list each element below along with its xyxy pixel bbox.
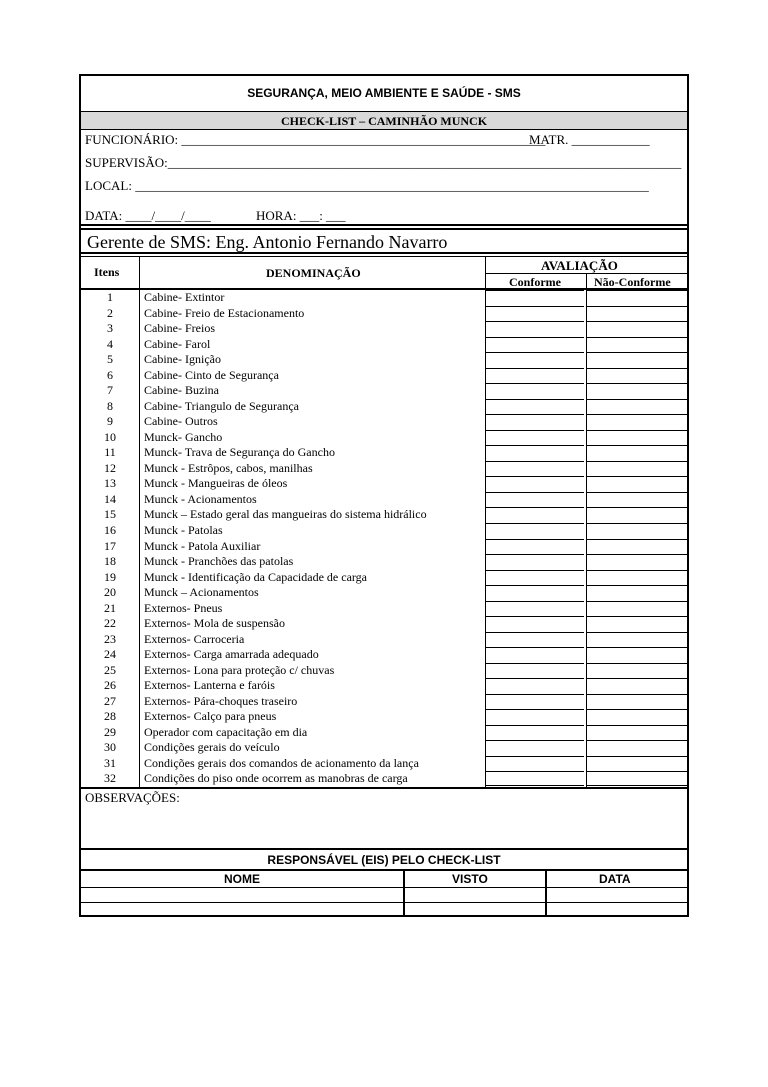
divider (81, 902, 687, 903)
row-number: 27 (104, 693, 116, 708)
conforme-cell[interactable] (486, 647, 584, 662)
row-description: Cabine- Extintor (144, 290, 225, 304)
conforme-cell[interactable] (486, 601, 584, 616)
table-row (81, 616, 687, 632)
conforme-cell[interactable] (486, 554, 584, 569)
table-row (81, 321, 687, 337)
conforme-cell[interactable] (486, 663, 584, 678)
row-description: Externos- Lanterna e faróis (144, 678, 275, 693)
table-row (81, 523, 687, 539)
nao-conforme-cell[interactable] (587, 740, 687, 755)
row-number: 28 (104, 709, 116, 724)
matricula-field[interactable]: MATR. ____________ (529, 132, 650, 147)
row-number: 9 (107, 414, 113, 429)
nao-conforme-cell[interactable] (587, 709, 687, 724)
table-row (81, 601, 687, 617)
row-description: Externos- Pneus (144, 600, 223, 615)
col-divider (545, 869, 547, 917)
table-row (81, 756, 687, 772)
nao-conforme-cell[interactable] (587, 539, 687, 554)
nao-conforme-cell[interactable] (587, 414, 687, 429)
conforme-cell[interactable] (486, 694, 584, 709)
row-description: Munck - Acionamentos (144, 491, 257, 506)
row-description: Cabine- Ignição (144, 352, 221, 367)
table-row (81, 632, 687, 648)
col-itens-header: Itens (94, 265, 120, 279)
row-number: 8 (107, 398, 113, 413)
conforme-cell[interactable] (486, 414, 584, 429)
row-number: 10 (104, 429, 116, 444)
nao-conforme-cell[interactable] (587, 492, 687, 507)
row-description: Externos- Pára-choques traseiro (144, 693, 298, 708)
conforme-cell[interactable] (486, 290, 584, 305)
row-description: Externos- Calço para pneus (144, 709, 277, 724)
row-description: Externos- Mola de suspensão (144, 616, 285, 631)
conforme-cell[interactable] (486, 368, 584, 383)
conforme-cell[interactable] (486, 321, 584, 336)
table-row (81, 740, 687, 756)
col-nome-header: NOME (224, 872, 260, 886)
conforme-cell[interactable] (486, 507, 584, 522)
data-field[interactable]: DATA: ____/____/____ (85, 208, 211, 223)
row-number: 31 (104, 755, 116, 770)
nao-conforme-cell[interactable] (587, 383, 687, 398)
table-row (81, 399, 687, 415)
divider (81, 787, 687, 789)
row-number: 23 (104, 631, 116, 646)
row-number: 15 (104, 507, 116, 522)
conforme-cell[interactable] (486, 337, 584, 352)
row-description: Munck- Gancho (144, 429, 223, 444)
nao-conforme-cell[interactable] (587, 616, 687, 631)
conforme-cell[interactable] (486, 523, 584, 538)
nao-conforme-cell[interactable] (587, 445, 687, 460)
row-number: 14 (104, 491, 116, 506)
table-row (81, 554, 687, 570)
table-row (81, 492, 687, 508)
nao-conforme-cell[interactable] (587, 678, 687, 693)
conforme-cell[interactable] (486, 756, 584, 771)
row-description: Munck - Pranchões das patolas (144, 554, 294, 569)
conforme-cell[interactable] (486, 539, 584, 554)
responsaveis-title: RESPONSÁVEL (EIS) PELO CHECK-LIST (267, 853, 501, 867)
row-description: Cabine- Cinto de Segurança (144, 367, 279, 382)
col-data-header: DATA (599, 872, 631, 886)
conforme-cell[interactable] (486, 632, 584, 647)
row-number: 16 (104, 522, 116, 537)
conforme-cell[interactable] (486, 461, 584, 476)
form-title: SEGURANÇA, MEIO AMBIENTE E SAÚDE - SMS (247, 86, 521, 100)
table-row (81, 694, 687, 710)
nao-conforme-cell[interactable] (587, 632, 687, 647)
table-row (81, 337, 687, 353)
divider (81, 228, 687, 230)
row-description: Operador com capacitação em dia (144, 724, 308, 739)
row-number: 21 (104, 600, 116, 615)
row-description: Cabine- Triangulo de Segurança (144, 398, 299, 413)
nao-conforme-cell[interactable] (587, 337, 687, 352)
row-number: 13 (104, 476, 116, 491)
table-row (81, 414, 687, 430)
nao-conforme-cell[interactable] (587, 694, 687, 709)
row-number: 26 (104, 678, 116, 693)
row-description: Cabine- Farol (144, 336, 211, 351)
conforme-cell[interactable] (486, 445, 584, 460)
row-number: 17 (104, 538, 116, 553)
table-row (81, 725, 687, 741)
table-row (81, 585, 687, 601)
col-denominacao-header: DENOMINAÇÃO (266, 266, 361, 280)
col-nao-conforme-header: Não-Conforme (594, 275, 671, 289)
nao-conforme-cell[interactable] (587, 321, 687, 336)
row-number: 5 (107, 352, 113, 367)
row-number: 12 (104, 460, 116, 475)
row-number: 3 (107, 321, 113, 336)
conforme-cell[interactable] (486, 616, 584, 631)
divider (81, 111, 687, 112)
divider (81, 869, 687, 871)
table-row (81, 445, 687, 461)
table-row (81, 570, 687, 586)
row-number: 1 (107, 290, 113, 304)
table-row (81, 647, 687, 663)
hora-field[interactable]: HORA: ___: ___ (256, 208, 346, 223)
col-avaliacao-header: AVALIAÇÃO (541, 258, 618, 273)
row-number: 22 (104, 616, 116, 631)
row-number: 29 (104, 724, 116, 739)
conforme-cell[interactable] (486, 678, 584, 693)
form-subtitle: CHECK-LIST – CAMINHÃO MUNCK (280, 114, 488, 128)
divider (81, 129, 687, 130)
row-description: Munck - Patola Auxiliar (144, 538, 261, 553)
table-row (81, 352, 687, 368)
conforme-cell[interactable] (486, 725, 584, 740)
row-number: 24 (104, 647, 116, 662)
conforme-cell[interactable] (486, 709, 584, 724)
nao-conforme-cell[interactable] (587, 585, 687, 600)
col-conforme-header: Conforme (509, 275, 561, 289)
col-divider (403, 869, 405, 917)
table-row (81, 678, 687, 694)
conforme-cell[interactable] (486, 352, 584, 367)
table-row (81, 461, 687, 477)
row-description: Munck – Acionamentos (144, 585, 259, 600)
row-number: 32 (104, 771, 116, 786)
row-description: Externos- Lona para proteção c/ chuvas (144, 662, 335, 677)
conforme-cell[interactable] (486, 740, 584, 755)
nao-conforme-cell[interactable] (587, 523, 687, 538)
row-description: Cabine- Freios (144, 321, 215, 336)
conforme-cell[interactable] (486, 585, 584, 600)
conforme-cell[interactable] (486, 492, 584, 507)
supervisao-field[interactable]: SUPERVISÃO:_______________________________________________________________________________ (85, 155, 682, 170)
conforme-cell[interactable] (486, 383, 584, 398)
table-row (81, 709, 687, 725)
table-row (81, 476, 687, 492)
row-number: 20 (104, 585, 116, 600)
row-number: 7 (107, 383, 113, 398)
col-visto-header: VISTO (452, 872, 488, 886)
row-description: Munck - Mangueiras de óleos (144, 476, 288, 491)
local-field[interactable]: LOCAL: _______________________________________________________________________________ (85, 178, 649, 193)
table-row (81, 290, 687, 306)
divider (81, 848, 687, 850)
row-number: 18 (104, 554, 116, 569)
funcionario-field[interactable]: FUNCIONÁRIO: ________________________________________________________ (85, 132, 546, 147)
row-description: Cabine- Buzina (144, 383, 219, 398)
divider (81, 252, 687, 254)
table-row (81, 383, 687, 399)
table-row (81, 771, 687, 787)
row-number: 2 (107, 305, 113, 320)
nao-conforme-cell[interactable] (587, 476, 687, 491)
conforme-cell[interactable] (486, 570, 584, 585)
nao-conforme-cell[interactable] (587, 290, 687, 305)
row-description: Munck - Identificação da Capacidade de carga (144, 569, 367, 584)
conforme-cell[interactable] (486, 771, 584, 786)
checklist-form (79, 74, 689, 917)
nao-conforme-cell[interactable] (587, 368, 687, 383)
row-description: Munck – Estado geral das mangueiras do sistema hidrálico (144, 507, 427, 522)
nao-conforme-cell[interactable] (587, 352, 687, 367)
nao-conforme-cell[interactable] (587, 306, 687, 321)
row-description: Cabine- Outros (144, 414, 218, 429)
nao-conforme-cell[interactable] (587, 554, 687, 569)
row-number: 30 (104, 740, 116, 755)
nao-conforme-cell[interactable] (587, 756, 687, 771)
row-description: Externos- Carga amarrada adequado (144, 647, 319, 662)
conforme-cell[interactable] (486, 430, 584, 445)
table-row (81, 306, 687, 322)
nao-conforme-cell[interactable] (587, 601, 687, 616)
nao-conforme-cell[interactable] (587, 725, 687, 740)
row-description: Condições gerais do veículo (144, 740, 280, 755)
row-number: 25 (104, 662, 116, 677)
divider (81, 887, 687, 888)
row-number: 19 (104, 569, 116, 584)
row-number: 11 (104, 445, 116, 460)
nao-conforme-cell[interactable] (587, 430, 687, 445)
nao-conforme-cell[interactable] (587, 461, 687, 476)
conforme-cell[interactable] (486, 476, 584, 491)
table-row (81, 368, 687, 384)
conforme-cell[interactable] (486, 306, 584, 321)
observacoes-label: OBSERVAÇÕES: (85, 790, 180, 805)
manager-name: Gerente de SMS: Eng. Antonio Fernando Navarro (87, 232, 448, 252)
row-description: Externos- Carroceria (144, 631, 245, 646)
table-row (81, 430, 687, 446)
row-description: Munck - Patolas (144, 522, 223, 537)
table-row (81, 539, 687, 555)
divider (81, 224, 687, 226)
divider (81, 256, 687, 257)
nao-conforme-cell[interactable] (587, 570, 687, 585)
checklist-rows (81, 290, 687, 787)
nao-conforme-cell[interactable] (587, 507, 687, 522)
row-description: Munck - Estrôpos, cabos, manilhas (144, 460, 313, 475)
row-description: Cabine- Freio de Estacionamento (144, 305, 305, 320)
nao-conforme-cell[interactable] (587, 771, 687, 786)
row-description: Condições gerais dos comandos de acionamento da lança (144, 755, 419, 770)
conforme-cell[interactable] (486, 399, 584, 414)
row-description: Condições do piso onde ocorrem as manobras de carga (144, 771, 408, 786)
table-row (81, 663, 687, 679)
nao-conforme-cell[interactable] (587, 399, 687, 414)
nao-conforme-cell[interactable] (587, 663, 687, 678)
row-number: 4 (107, 336, 113, 351)
row-number: 6 (107, 367, 113, 382)
row-description: Munck- Trava de Segurança do Gancho (144, 445, 335, 460)
nao-conforme-cell[interactable] (587, 647, 687, 662)
table-row (81, 507, 687, 523)
